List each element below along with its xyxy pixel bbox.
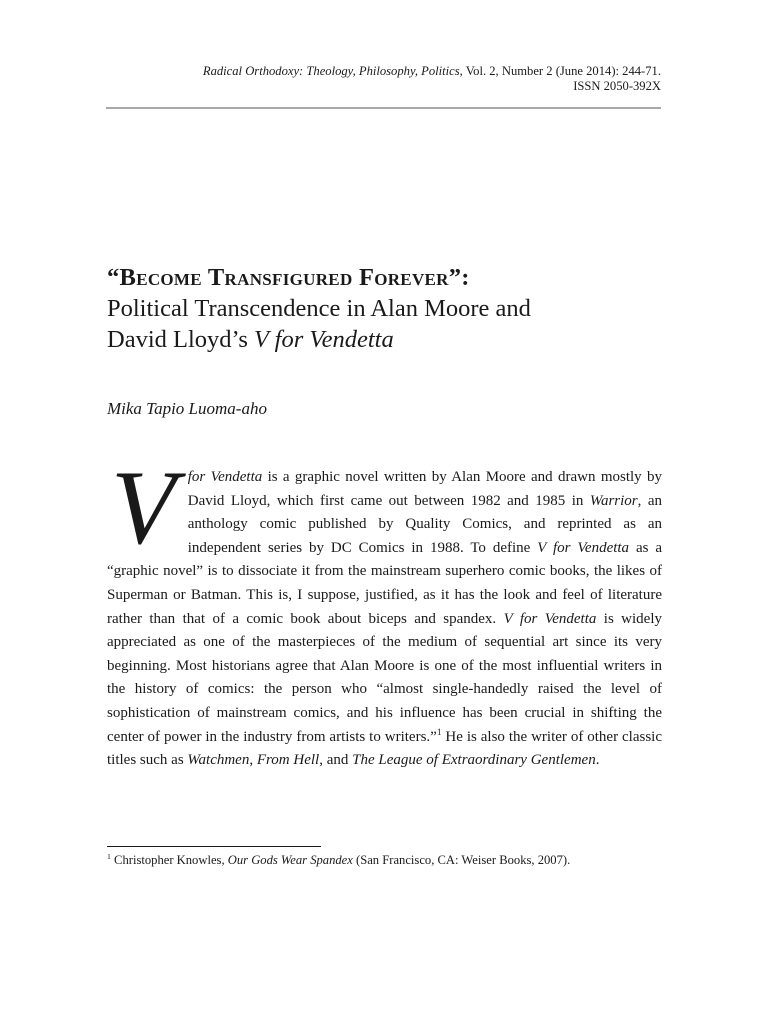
journal-name: Radical Orthodoxy: Theology, Philosophy, Politics — [202, 64, 460, 78]
title-line-1: “Become Transfigured Forever”: — [107, 264, 470, 291]
body-text-5: He is also the writer of other classic titles such as — [107, 728, 662, 769]
body-text-3: as a “graphic novel” is to dissociate it from the mainstream superhero comic books, the likes of Superman or Batman. This is, I suppose, justified, as it has the look and feel of literature rather than that of a comic book about biceps and spandex. — [107, 539, 663, 627]
separator-1: , — [249, 752, 257, 769]
citation-line — [106, 64, 661, 79]
title-line-3 — [107, 324, 667, 355]
body-italic-1: for Vendetta — [187, 469, 263, 485]
title-line-3-italic: V for Vendetta — [254, 326, 394, 353]
footnote-text-pre: Christopher Knowles, — [110, 853, 228, 867]
footnote-book-title: Our Gods Wear Spandex — [227, 853, 353, 867]
issn: ISSN 2050-392X — [573, 79, 661, 93]
body-italic-4: V for Vendetta — [503, 610, 597, 627]
title-watchmen: Watchmen — [187, 752, 250, 769]
body-text-1: is a graphic novel written by Alan Moore and drawn mostly by David Lloyd, which first came out between 1982 and 1985 in — [187, 469, 663, 509]
title-from-hell: From Hell — [256, 752, 320, 769]
footnote-rule — [107, 846, 321, 847]
separator-2: , and — [319, 752, 353, 769]
body-text-4: is widely appreciated as one of the masterpieces of the medium of sequential art since its very beginning. Most historians agree that Alan Moore is one of the most influential writers in the history of comics: the person who “almost single-handedly raised the level of sophistication of mainstream comics, and his influence has been crucial in shifting the center of power in the industry from artists to writers.” — [107, 610, 662, 745]
author-name: Mika Tapio Luoma-aho — [107, 399, 267, 418]
footnote-reference[interactable]: 1 — [436, 727, 442, 738]
body-text-2: , an anthology comic published by Quality Comics, and reprinted as an independent series by DC Comics in 1988. To define — [187, 492, 662, 556]
body-paragraph — [107, 449, 663, 773]
title-line-3-prefix: David Lloyd’s — [107, 326, 254, 353]
body-end: . — [595, 752, 600, 769]
body-italic-2: Warrior — [589, 492, 638, 509]
footnote — [107, 852, 662, 868]
footnote-text-post: (San Francisco, CA: Weiser Books, 2007). — [352, 853, 571, 867]
title-league: The League of Extraordinary Gentlemen — [352, 752, 596, 769]
drop-cap: V — [111, 449, 176, 566]
header-rule — [106, 107, 661, 109]
article-title — [107, 262, 667, 355]
title-line-2: Political Transcendence in Alan Moore and — [107, 295, 531, 322]
footnote-number: 1 — [107, 851, 111, 861]
body-italic-3: V for Vendetta — [537, 539, 630, 556]
running-header — [106, 64, 661, 94]
issue-info: , Vol. 2, Number 2 (June 2014): 244-71. — [459, 64, 661, 78]
